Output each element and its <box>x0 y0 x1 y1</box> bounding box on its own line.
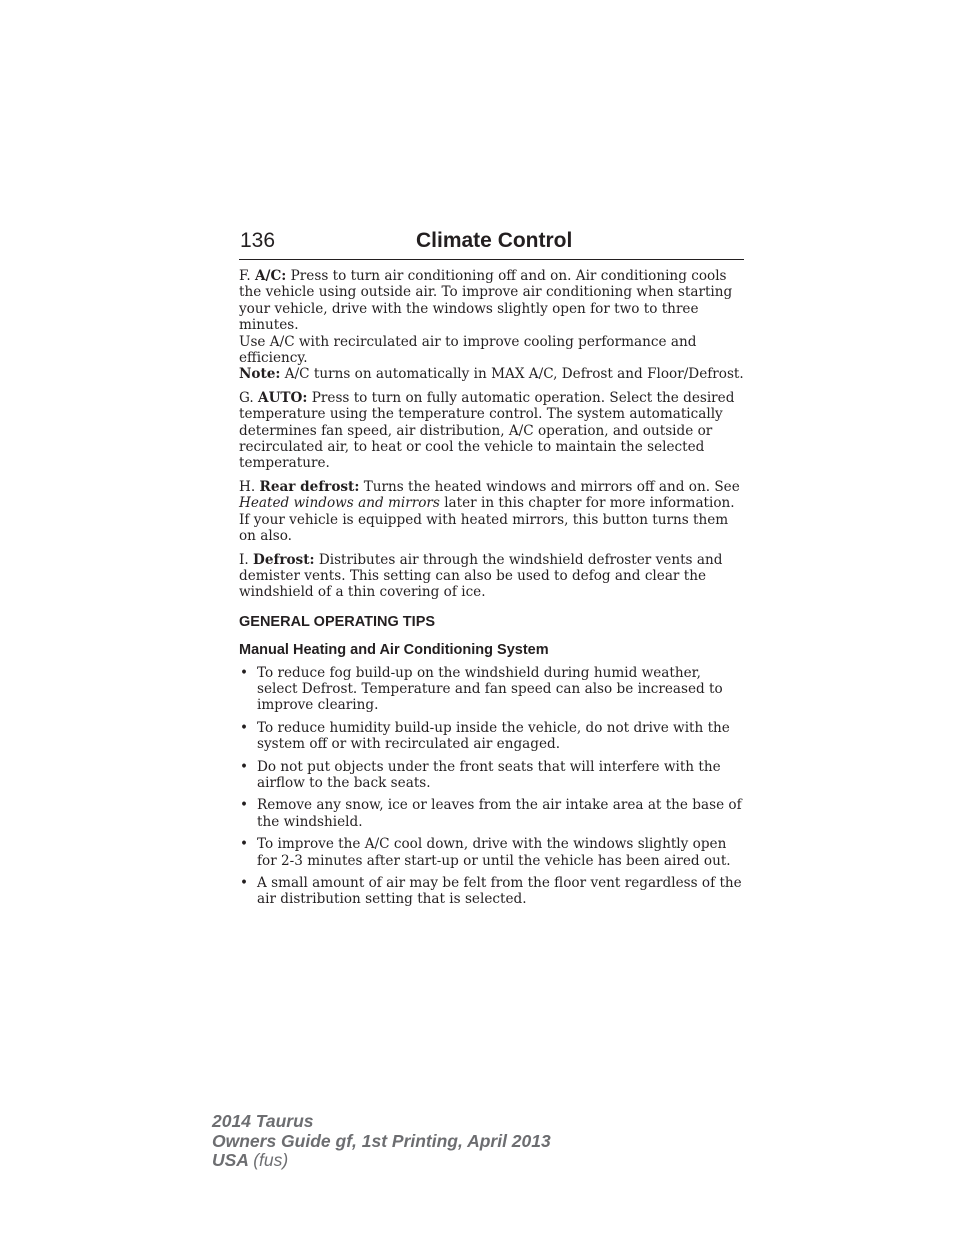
note: Note: A/C turns on automatically in MAX A/C, Defrost and Floor/Defrost. <box>239 366 744 383</box>
bullet-icon: • <box>240 797 249 814</box>
item-f-extra: Use A/C with recirculated air to improve cooling performance and efficiency. <box>239 333 697 367</box>
bullet-icon: • <box>240 719 249 736</box>
page-number: 136 <box>240 229 276 252</box>
note-label: Note: <box>239 366 281 383</box>
item-g-label: AUTO: <box>258 389 308 406</box>
item-h-label: Rear defrost: <box>259 478 360 495</box>
footer-edition: Owners Guide gf, 1st Printing, April 2013 <box>212 1130 551 1151</box>
tips-list <box>239 665 745 908</box>
list-item: • Remove any snow, ice or leaves from the air intake area at the base of the windshield. <box>240 797 742 830</box>
bullet-icon: • <box>240 664 249 681</box>
list-item: • To improve the A/C cool down, drive with the windows slightly open for 2-3 minutes after start-up or until the vehicle has been aired out. <box>240 836 731 869</box>
page-header <box>239 229 744 260</box>
list-item: • To reduce fog build-up on the windshield during humid weather, select Defrost. Temperature and fan speed can also be increased to improve clearing. <box>240 664 723 714</box>
bullet-icon: • <box>240 875 249 891</box>
bullet-icon: • <box>240 836 249 853</box>
footer-model: 2014 Taurus <box>212 1111 314 1131</box>
item-g: G. AUTO: Press to turn on fully automatic operation. Select the desired temperature using the temperature control. The system automatically determines fan speed, air distribution, A/C operation, and outside or recirculated air, to heat or cool the vehicle to maintain the selected temperature. <box>239 389 735 472</box>
cross-reference-link[interactable]: Heated windows and mirrors <box>239 495 440 512</box>
page-body <box>239 268 745 914</box>
footer-region: USA (fus) <box>212 1150 289 1170</box>
list-item: • A small amount of air may be felt from the floor vent regardless of the air distribution setting that is selected. <box>240 875 742 908</box>
list-item: • Do not put objects under the front seats that will interfere with the airflow to the back seats. <box>240 758 721 791</box>
item-f-label: A/C: <box>254 268 287 284</box>
chapter-title: Climate Control <box>416 229 573 252</box>
bullet-icon: • <box>240 758 249 775</box>
section-heading: GENERAL OPERATING TIPS <box>239 613 436 630</box>
list-item: • To reduce humidity build-up inside the vehicle, do not drive with the system off or with recirculated air engaged. <box>240 719 730 753</box>
item-i-label: Defrost: <box>253 551 315 568</box>
item-f: F. A/C: Press to turn air conditioning off and on. Air conditioning cools the vehicle using outside air. To improve air conditioning when starting your vehicle, drive with the windows slightly open for two to three minutes. <box>239 268 733 334</box>
item-i: I. Defrost: Distributes air through the windshield defroster vents and demister vents. This setting can also be used to defog and clear the windshield of a thin covering of ice. <box>239 551 723 601</box>
page-footer <box>212 1112 551 1171</box>
subsection-heading: Manual Heating and Air Conditioning System <box>239 642 549 659</box>
item-h: H. Rear defrost: Turns the heated windows and mirrors off and on. See Heated windows and mirrors later in this chapter for more information. If your vehicle is equipped with heated mirrors, this button turns them on also. <box>239 478 740 545</box>
